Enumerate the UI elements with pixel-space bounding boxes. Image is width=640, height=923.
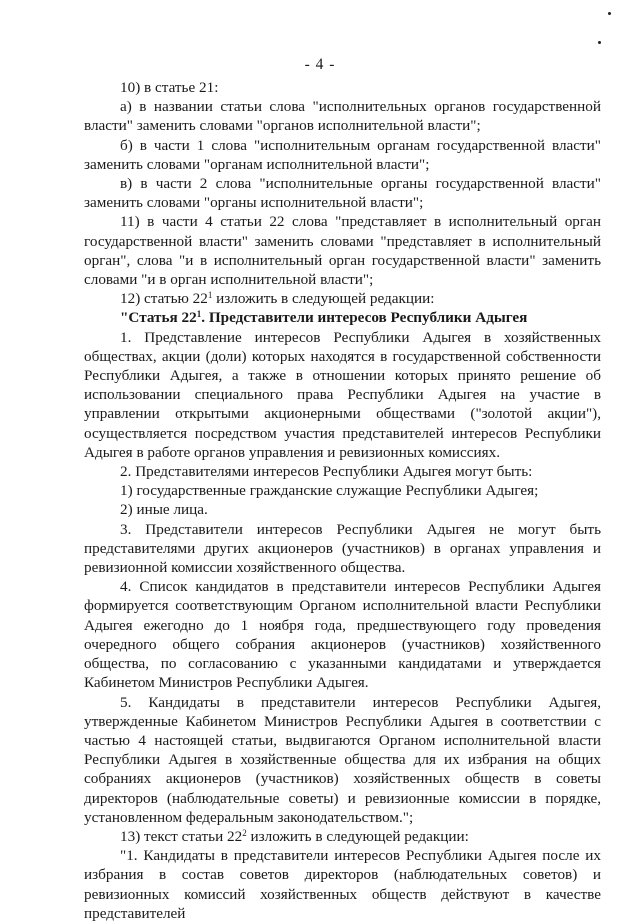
superscript: 2 bbox=[242, 827, 247, 838]
page-number: - 4 - bbox=[304, 56, 336, 73]
superscript: 1 bbox=[207, 290, 213, 301]
paragraph-11: 11) в части 4 статьи 22 слова "представляет в исполнительный орган государственной власти" заменить словами "представляет в исполнительный орган", слова "и в исполнительный орган государственной власти" заменить словами "и в орган исполнительной власти"; bbox=[84, 213, 601, 289]
point-4: 4. Список кандидатов в представители интересов Республики Адыгея формируется соответствующим Органом исполнительной власти Республики Адыгея ежегодно до 1 ноября года, предшествующего году проведения очередного общего собрания акционеров (участников) хозяйственного общества, по согласованию с указанными кандидатами и утверждается Кабинетом Министров Республики Адыгея. bbox=[84, 578, 601, 692]
point-5: 5. Кандидаты в представители интересов Республики Адыгея, утвержденные Кабинетом Министров Республики Адыгея в соответствии с частью 4 настоящей статьи, выдвигаются Органом исполнительной власти Республики Адыгея в хозяйственные общества для их избрания на общих собраниях акционеров (участников) хозяйственных обществ в советы директоров (наблюдательные советы) и ревизионные комиссии в порядке, установленном федеральным законодательством."; bbox=[84, 693, 601, 826]
paragraph-13-point-1: "1. Кандидаты в представители интересов Республики Адыгея после их избрания в состав советов директоров (наблюдательных советов) и ревизионных комиссий хозяйственных обществ действуют в качестве представителей bbox=[84, 847, 601, 922]
document-body bbox=[84, 78, 601, 923]
point-2-item-1: 1) государственные гражданские служащие Республики Адыгея; bbox=[120, 482, 539, 500]
point-2: 2. Представителями интересов Республики Адыгея могут быть: bbox=[120, 463, 533, 481]
paragraph-13: 13) текст статьи $22^2$ изложить в следующей редакции: bbox=[120, 827, 469, 845]
paragraph-10v: в) в части 2 слова "исполнительные органы государственной власти" заменить словами "органы исполнительной власти"; bbox=[84, 175, 601, 212]
scan-speck bbox=[598, 41, 601, 44]
paragraph-10: 10) в статье 21: bbox=[120, 79, 219, 96]
paragraph-12: 12) статью $22^1$ изложить в следующей редакции: bbox=[120, 290, 435, 308]
superscript: 1 bbox=[196, 309, 202, 320]
article-heading: "Статья $22^1$. Представители интересов Республики Адыгея bbox=[120, 309, 528, 327]
paragraph-10b: б) в части 1 слова "исполнительным органам государственной власти" заменить словами "органам исполнительной власти"; bbox=[84, 136, 601, 173]
point-3: 3. Представители интересов Республики Адыгея не могут быть представителями других акционеров (участников) в органах управления и ревизионной комиссии хозяйственного общества. bbox=[84, 520, 601, 577]
scan-speck bbox=[608, 12, 611, 15]
point-1: 1. Представление интересов Республики Адыгея в хозяйственных обществах, акции (доли) которых находятся в государственной собственности Республики Адыгея, а также в отношении которых принято решение об использовании специального права Республики Адыгея на участие в управлении открытыми акционерными обществами ("золотой акции"), осуществляется посредством участия представителей интересов Республики Адыгея в работе органов управления и ревизионных комиссиях. bbox=[84, 328, 601, 461]
paragraph-10a: а) в названии статьи слова "исполнительных органов государственной власти" заменить словами "органов исполнительной власти"; bbox=[84, 98, 601, 135]
point-2-item-2: 2) иные лица. bbox=[120, 501, 208, 519]
